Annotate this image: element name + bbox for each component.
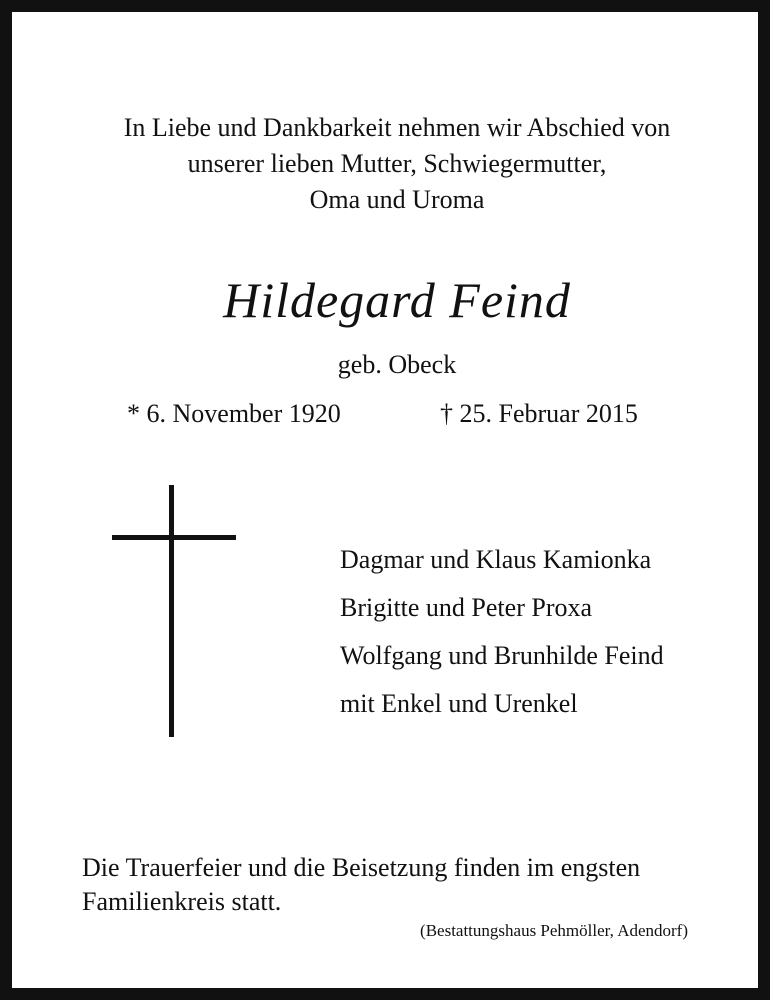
cross-horizontal-bar: [112, 535, 236, 540]
death-date: † 25. Februar 2015: [440, 399, 638, 428]
deceased-name: Hildegard Feind: [223, 272, 571, 328]
intro-line: unserer lieben Mutter, Schwiegermutter,: [187, 149, 607, 178]
cross-icon: [112, 485, 236, 737]
birth-date: * 6. November 1920: [127, 399, 341, 428]
cross-vertical-bar: [169, 485, 174, 737]
notice-line: Familienkreis statt.: [82, 887, 282, 916]
mourner-line: Dagmar und Klaus Kamionka: [340, 545, 652, 574]
mourners-list: [340, 536, 664, 728]
mourner-line: Brigitte und Peter Proxa: [340, 593, 593, 622]
maiden-name: geb. Obeck: [337, 350, 457, 379]
intro-text: [42, 110, 752, 218]
mourner-line: Wolfgang und Brunhilde Feind: [340, 641, 664, 670]
intro-line: Oma und Uroma: [309, 185, 485, 214]
mourner-line: mit Enkel und Urenkel: [340, 689, 578, 718]
funeral-notice: [82, 851, 640, 919]
notice-line: Die Trauerfeier und die Beisetzung finden im engsten: [82, 853, 641, 882]
intro-line: In Liebe und Dankbarkeit nehmen wir Abschied von: [123, 113, 671, 142]
undertaker-credit: (Bestattungshaus Pehmöller, Adendorf): [420, 921, 688, 940]
